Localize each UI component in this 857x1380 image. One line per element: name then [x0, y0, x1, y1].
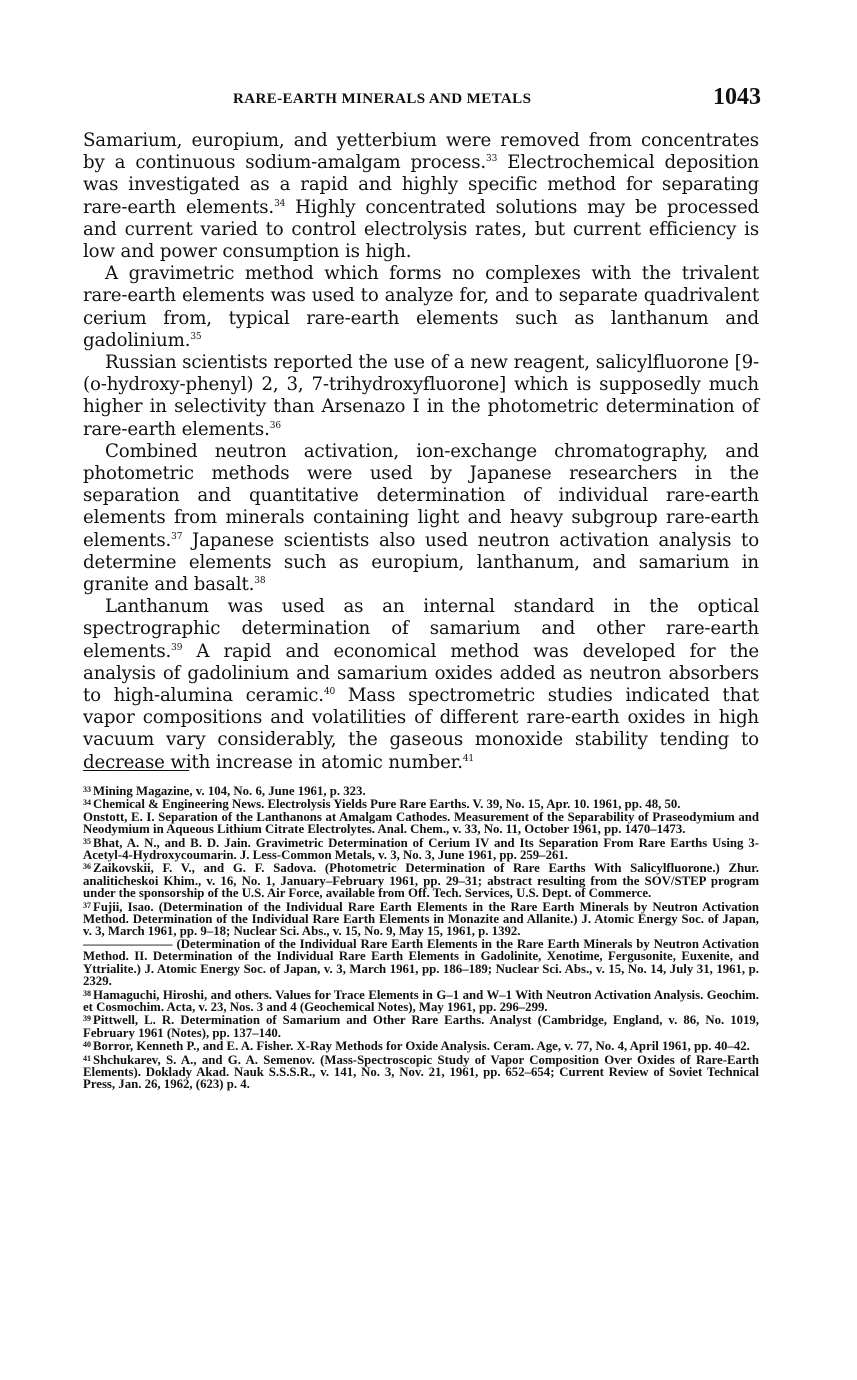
running-head	[83, 84, 761, 114]
footnote-33	[83, 784, 759, 797]
paragraph-lanthanum-standard	[83, 596, 759, 774]
footnote-text: Hamaguchi, Hiroshi, and others. Values for Trace Elements in G–1 and W–1 With Neutron Activation Analysis. Geochim. et Cosmochim. Acta, v. 23, Nos. 3 and 4 (Geochemical Notes), May 1961, pp. 296–299.	[83, 987, 759, 1014]
footnote-number: 40	[83, 1040, 91, 1050]
footnote-38	[83, 988, 759, 1014]
footnote-text: Chemical & Engineering News. Electrolysis Yields Pure Rare Earths. V. 39, No. 15, Apr. 10. 1961, pp. 48, 50.	[93, 797, 681, 812]
footnote-37-continued	[83, 938, 759, 988]
footnote-text: Bhat, A. N., and B. D. Jain. Gravimetric Determination of Cerium IV and Its Separation From Rare Earths Using 3-Acetyl-4-Hydroxycoumarin. J. Less-Common Metals, v. 3, No. 3, June 1961, pp. 259–261.	[83, 835, 759, 863]
footnote-34	[83, 797, 759, 810]
footnote-rule	[83, 770, 189, 771]
reference-marker: 40	[323, 687, 336, 698]
paragraph-gravimetric	[83, 263, 759, 352]
footnote-37	[83, 900, 759, 938]
footnote-text: Onstott, E. I. Separation of the Lanthanons at Amalgam Cathodes. Measurement of the Separability of Praseodymium and Neodymium in Aqueous Lithium Citrate Electrolytes. Anal. Chem., v. 33, No. 11, October 1961, pp. 1470–1473.	[83, 809, 759, 837]
footnote-number: 37	[83, 900, 91, 910]
footnote-41	[83, 1053, 759, 1091]
reference-marker: 34	[274, 198, 286, 209]
paragraph-salicylfluorone	[83, 352, 759, 441]
footnote-number: 36	[83, 862, 91, 872]
reference-marker: 39	[171, 642, 183, 653]
footnote-34-continued	[83, 811, 759, 836]
footnote-text: Pittwell, L. R. Determination of Samarium and Other Rare Earths. Analyst (Cambridge, England, v. 86, No. 1019, February 1961 (Notes), pp. 137–140.	[83, 1013, 759, 1040]
paragraph-neutron-activation	[83, 441, 759, 596]
text-run: Electrochemical deposition was investigated as a rapid and highly specific method for separating rare-earth elements.	[83, 152, 759, 218]
reference-marker: 38	[254, 576, 266, 587]
reference-marker: 36	[269, 420, 281, 431]
paragraph-amalgam	[83, 130, 759, 263]
ditto-dash: ———————	[83, 936, 173, 951]
page-number: 1043	[713, 84, 761, 110]
reference-marker: 35	[190, 331, 202, 342]
text-run: A rapid and economical method was developed for the analysis of gadolinium and samarium oxides added as neutron absorbers to high-alumina ceramic.	[83, 640, 759, 707]
text-run: Lanthanum was used as an internal standard in the optical spectrographic determination of samarium and other rare-earth elements.	[83, 596, 759, 662]
footnote-number: 35	[83, 836, 91, 846]
footnote-number: 33	[83, 785, 91, 794]
text-run: A gravimetric method which forms no complexes with the trivalent rare-earth elements was used to analyze for, and to separate quadrivalent cerium from, typical rare-earth elements such as lanthanum and gadolinium.	[83, 263, 759, 351]
footnote-text: Zaikovskii, F. V., and G. F. Sadova. (Photometric Determination of Rare Earths With Salicylfluorone.) Zhur. analiticheskoi Khim., v. 16, No. 1, January–February 1961, pp. 29–31; abstract resulting from the SOV/STEP program under the sponsorship of the U.S. Air Force, available from Off. Tech. Services, U.S. Dept. of Commerce.	[83, 861, 759, 901]
footnote-text: Shchukarev, S. A., and G. A. Semenov. (Mass-Spectroscopic Study of Vapor Composition Over Oxides of Rare-Earth Elements). Doklady Akad. Nauk S.S.S.R., v. 141, No. 3, Nov. 21, 1961, pp. 652–654; Current Review of Soviet Technical Press, Jan. 26, 1962, (623) p. 4.	[83, 1052, 759, 1092]
footnote-text: (Determination of the Individual Rare Earth Elements in the Rare Earth Minerals by Neutron Activation Method. II. Determination of the Individual Rare Earth Elements in Gadolinite, Xenotime, Fergusonite, Euxenite, and Yttrialite.) J. Atomic Energy Soc. of Japan, v. 3, March 1961, pp. 186–189; Nuclear Sci. Abs., v. 15, No. 14, July 31, 1961, p. 2329.	[83, 936, 759, 989]
footnote-39	[83, 1013, 759, 1039]
reference-marker: 33	[486, 154, 498, 165]
footnote-text: Fujii, Isao. (Determination of the Individual Rare Earth Elements in the Rare Earth Minerals by Neutron Activation Method. Determination of the Individual Rare Earth Elements in Monazite and Allanite.) J. Atomic Energy Soc. of Japan, v. 3, March 1961, pp. 9–18; Nuclear Sci. Abs., v. 15, No. 9, May 15, 1961, p. 1392.	[83, 899, 759, 939]
text-run: Combined neutron activation, ion-exchange chromatography, and photometric methods were used by Japanese researchers in the separation and quantitative determination of individual rare-earth elements from minerals containing light and heavy subgroup rare-earth elements.	[83, 440, 759, 551]
running-title: RARE-EARTH MINERALS AND METALS	[233, 91, 532, 107]
text-run: Japanese scientists also used neutron activation analysis to determine elements such as europium, lanthanum, and samarium in granite and basalt.	[83, 529, 759, 596]
footnote-36	[83, 861, 759, 899]
text-run: Highly concentrated solutions may be processed and current varied to control electrolysis rates, but current efficiency is low and power consumption is high.	[83, 196, 759, 263]
footnote-text: Mining Magazine, v. 104, No. 6, June 1961, p. 323.	[93, 784, 366, 798]
text-run: Samarium, europium, and yetterbium were removed from concentrates by a continuous sodium-amalgam process.	[83, 130, 759, 174]
footnote-35	[83, 836, 759, 862]
reference-marker: 37	[171, 531, 183, 542]
footnote-40	[83, 1039, 759, 1052]
text-run: Mass spectrometric studies indicated that vapor compositions and volatilities of different rare-earth oxides in high vacuum vary considerably, the gaseous monoxide stability tending to decrease with increase in atomic number.	[83, 685, 760, 773]
footnote-number: 38	[83, 988, 91, 998]
footnote-text: Borror, Kenneth P., and E. A. Fisher. X-Ray Methods for Oxide Analysis. Ceram. Age, v. 77, No. 4, April 1961, pp. 40–42.	[93, 1039, 750, 1054]
footnotes	[83, 784, 759, 1091]
text-run: Russian scientists reported the use of a new reagent, salicylfluorone [9-(o-hydroxy-phenyl) 2, 3, 7-trihydroxyfluorone] which is supposedly much higher in selectivity than Arsenazo I in the photometric determination of rare-earth elements.	[83, 352, 759, 440]
footnote-number: 34	[83, 798, 91, 808]
footnote-number: 41	[83, 1053, 91, 1063]
body-text	[83, 130, 759, 774]
reference-marker: 41	[462, 753, 475, 764]
footnote-number: 39	[83, 1014, 91, 1024]
